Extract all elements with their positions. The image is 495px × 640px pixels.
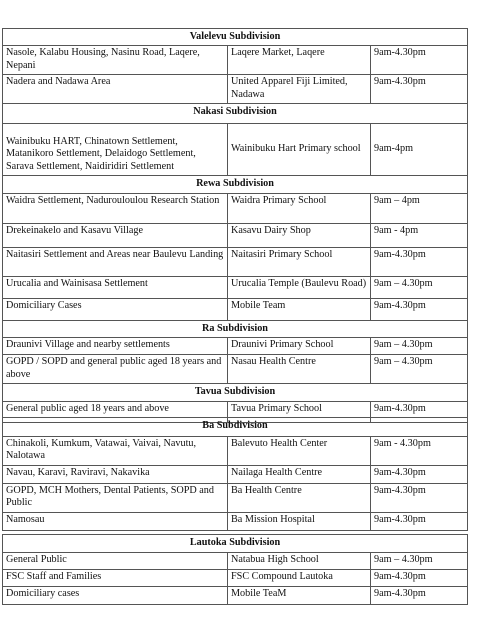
table-row [3, 194, 468, 224]
table-row [3, 299, 468, 321]
section-title: Rewa Subdivision [3, 176, 468, 194]
venue-cell: Naitasiri Primary School [228, 248, 371, 277]
schedule-table-3 [2, 534, 468, 605]
time-cell: 9am-4.30pm [371, 248, 468, 277]
section-header-row [3, 104, 468, 124]
table-row [3, 355, 468, 384]
time-cell: 9am – 4pm [371, 194, 468, 224]
table-row [3, 46, 468, 75]
section-header-row [3, 321, 468, 338]
table-row [3, 587, 468, 605]
section-title: Ra Subdivision [3, 321, 468, 338]
schedule-table-2 [2, 417, 468, 531]
area-cell: Domiciliary cases [3, 587, 228, 605]
section-title: Lautoka Subdivision [3, 535, 468, 553]
time-cell: 9am-4.30pm [371, 46, 468, 75]
time-cell: 9am-4.30pm [371, 465, 468, 483]
time-cell: 9am-4.30pm [371, 570, 468, 587]
section-header-row [3, 418, 468, 437]
section-title: Tavua Subdivision [3, 384, 468, 401]
area-cell: Draunivi Village and nearby settlements [3, 338, 228, 355]
section-header-row [3, 535, 468, 553]
time-cell: 9am – 4.30pm [371, 553, 468, 570]
table-row [3, 512, 468, 530]
venue-cell: Balevuto Health Center [228, 437, 371, 466]
venue-cell: Mobile Team [228, 299, 371, 321]
area-cell: General Public [3, 553, 228, 570]
section-title: Valelevu Subdivision [3, 29, 468, 46]
section-header-row [3, 29, 468, 46]
section-header-row [3, 384, 468, 401]
area-cell: Domiciliary Cases [3, 299, 228, 321]
area-cell: Namosau [3, 512, 228, 530]
area-cell: General public aged 18 years and above [3, 401, 228, 422]
area-cell: Chinakoli, Kumkum, Vatawai, Vaivai, Navutu, Nalotawa [3, 437, 228, 466]
time-cell: 9am-4.30pm [371, 483, 468, 512]
area-cell: Nadera and Nadawa Area [3, 75, 228, 104]
time-cell: 9am-4.30pm [371, 512, 468, 530]
section-header-row [3, 176, 468, 194]
table-row [3, 483, 468, 512]
section-title: Ba Subdivision [3, 418, 468, 437]
table-row [3, 437, 468, 466]
area-cell: Wainibuku HART, Chinatown Settlement, Matanikoro Settlement, Delaidogo Settlement, Sarava Settlement, Naidiridiri Settlement [3, 124, 228, 176]
time-cell: 9am - 4pm [371, 224, 468, 248]
venue-cell: Ba Mission Hospital [228, 512, 371, 530]
area-cell: GOPD, MCH Mothers, Dental Patients, SOPD and Public [3, 483, 228, 512]
area-cell: Urucalia and Wainisasa Settlement [3, 277, 228, 299]
time-cell: 9am-4pm [371, 124, 468, 176]
table-row [3, 75, 468, 104]
time-cell: 9am-4.30pm [371, 401, 468, 422]
venue-cell: Waidra Primary School [228, 194, 371, 224]
venue-cell: Laqere Market, Laqere [228, 46, 371, 75]
time-cell: 9am – 4.30pm [371, 355, 468, 384]
venue-cell: Kasavu Dairy Shop [228, 224, 371, 248]
table-row [3, 570, 468, 587]
table-row [3, 338, 468, 355]
area-cell: Drekeinakelo and Kasavu Village [3, 224, 228, 248]
venue-cell: Ba Health Centre [228, 483, 371, 512]
venue-cell: Nailaga Health Centre [228, 465, 371, 483]
area-cell: FSC Staff and Families [3, 570, 228, 587]
table-row [3, 277, 468, 299]
venue-cell: Natabua High School [228, 553, 371, 570]
venue-cell: Nasau Health Centre [228, 355, 371, 384]
table-row [3, 553, 468, 570]
venue-cell: Tavua Primary School [228, 401, 371, 422]
time-cell: 9am – 4.30pm [371, 277, 468, 299]
schedule-table-1 [2, 28, 468, 423]
area-cell: Navau, Karavi, Raviravi, Nakavika [3, 465, 228, 483]
table-row [3, 124, 468, 176]
venue-cell: Mobile TeaM [228, 587, 371, 605]
venue-cell: Wainibuku Hart Primary school [228, 124, 371, 176]
venue-cell: Draunivi Primary School [228, 338, 371, 355]
venue-cell: Urucalia Temple (Baulevu Road) [228, 277, 371, 299]
time-cell: 9am – 4.30pm [371, 338, 468, 355]
time-cell: 9am-4.30pm [371, 587, 468, 605]
section-title: Nakasi Subdivision [3, 104, 468, 124]
area-cell: Waidra Settlement, Nadurouloulou Research Station [3, 194, 228, 224]
venue-cell: United Apparel Fiji Limited, Nadawa [228, 75, 371, 104]
area-cell: Naitasiri Settlement and Areas near Baulevu Landing [3, 248, 228, 277]
table-row [3, 224, 468, 248]
area-cell: GOPD / SOPD and general public aged 18 years and above [3, 355, 228, 384]
venue-cell: FSC Compound Lautoka [228, 570, 371, 587]
time-cell: 9am - 4.30pm [371, 437, 468, 466]
time-cell: 9am-4.30pm [371, 75, 468, 104]
time-cell: 9am-4.30pm [371, 299, 468, 321]
area-cell: Nasole, Kalabu Housing, Nasinu Road, Laqere, Nepani [3, 46, 228, 75]
table-row [3, 248, 468, 277]
table-row [3, 465, 468, 483]
